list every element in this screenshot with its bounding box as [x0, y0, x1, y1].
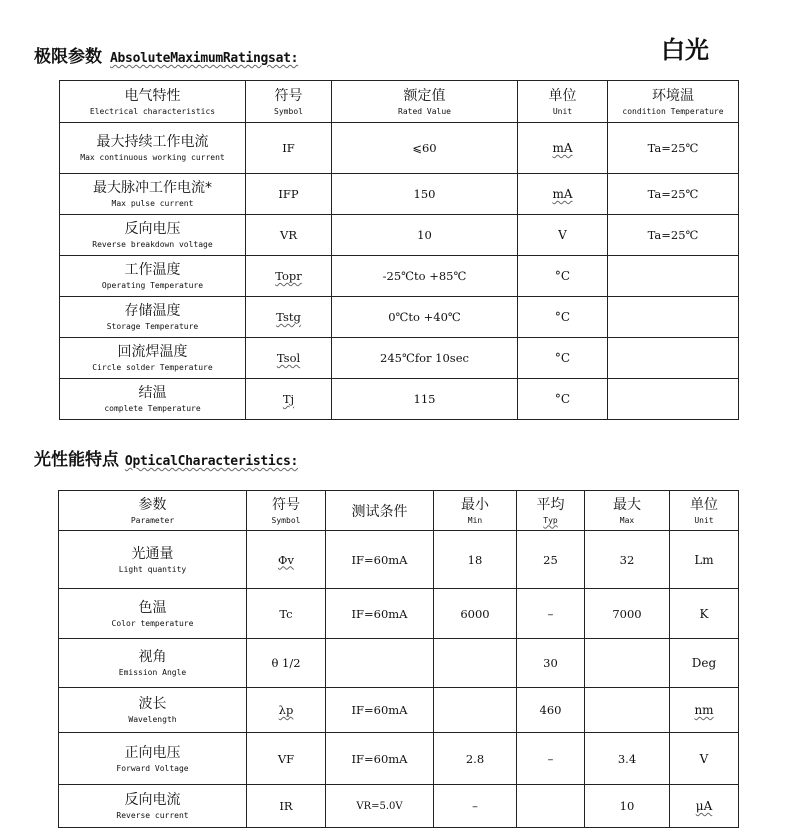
min-cell: 6000 — [434, 589, 517, 639]
param-cell: 最大脉冲工作电流* Max pulse current — [60, 174, 246, 215]
max-cell: 3.4 — [585, 733, 670, 785]
typ-cell: 30 — [517, 639, 585, 688]
value-cell: 150 — [332, 174, 518, 215]
min-cell: 18 — [434, 531, 517, 589]
condition-cell: Ta=25℃ — [608, 123, 739, 174]
condition-cell — [608, 297, 739, 338]
unit-cell: °C — [518, 338, 608, 379]
symbol-cell: VR — [246, 215, 332, 256]
param-cell: 反向电流 Reverse current — [59, 785, 247, 828]
unit-cell: mA — [518, 123, 608, 174]
typ-cell: – — [517, 733, 585, 785]
max-cell — [585, 688, 670, 733]
color-tag: 白光 — [661, 35, 709, 64]
symbol-cell: Topr — [246, 256, 332, 297]
table-row — [60, 338, 739, 379]
symbol-cell: Φv — [247, 531, 326, 589]
table-header-row — [59, 491, 739, 531]
condition-cell — [608, 379, 739, 420]
unit-cell: V — [670, 733, 739, 785]
section-title-optical — [34, 445, 298, 470]
header-cell: 符号 Symbol — [246, 81, 332, 123]
max-cell: 32 — [585, 531, 670, 589]
typ-cell — [517, 785, 585, 828]
typ-cell: – — [517, 589, 585, 639]
unit-cell: μA — [670, 785, 739, 828]
unit-cell: °C — [518, 256, 608, 297]
param-cell: 回流焊温度 Circle solder Temperature — [60, 338, 246, 379]
table-row — [60, 123, 739, 174]
value-cell: 0℃to +40℃ — [332, 297, 518, 338]
condition-cell: Ta=25℃ — [608, 174, 739, 215]
unit-cell: K — [670, 589, 739, 639]
symbol-cell: Tj — [246, 379, 332, 420]
condition-cell: IF=60mA — [326, 589, 434, 639]
absolute-max-ratings-table — [59, 80, 739, 420]
param-cell: 结温 complete Temperature — [60, 379, 246, 420]
condition-cell — [326, 639, 434, 688]
symbol-cell: Tc — [247, 589, 326, 639]
condition-cell — [608, 256, 739, 297]
param-cell: 工作温度 Operating Temperature — [60, 256, 246, 297]
table-row — [60, 174, 739, 215]
symbol-cell: IF — [246, 123, 332, 174]
table-row — [59, 589, 739, 639]
min-cell — [434, 688, 517, 733]
value-cell: -25℃to +85℃ — [332, 256, 518, 297]
header-cell: 最小 Min — [434, 491, 517, 531]
section-title-cn: 极限参数 — [34, 47, 102, 67]
table-row — [59, 785, 739, 828]
section-title-cn: 光性能特点 — [34, 450, 119, 470]
symbol-cell: VF — [247, 733, 326, 785]
typ-cell: 25 — [517, 531, 585, 589]
param-cell: 最大持续工作电流 Max continuous working current — [60, 123, 246, 174]
param-cell: 色温 Color temperature — [59, 589, 247, 639]
unit-cell: °C — [518, 297, 608, 338]
table-row — [60, 379, 739, 420]
section-title-absolute-max — [34, 42, 298, 67]
param-cell: 反向电压 Reverse breakdown voltage — [60, 215, 246, 256]
symbol-cell: Tsol — [246, 338, 332, 379]
param-cell: 波长 Wavelength — [59, 688, 247, 733]
table-row — [60, 256, 739, 297]
unit-cell: nm — [670, 688, 739, 733]
unit-cell: mA — [518, 174, 608, 215]
header-cell: 测试条件 — [326, 491, 434, 531]
param-cell: 视角 Emission Angle — [59, 639, 247, 688]
header-cell: 额定值 Rated Value — [332, 81, 518, 123]
symbol-cell: θ 1/2 — [247, 639, 326, 688]
symbol-cell: Tstg — [246, 297, 332, 338]
max-cell — [585, 639, 670, 688]
header-cell: 单位 Unit — [670, 491, 739, 531]
header-cell: 电气特性 Electrical characteristics — [60, 81, 246, 123]
symbol-cell: IR — [247, 785, 326, 828]
table-row — [60, 215, 739, 256]
table-row — [59, 639, 739, 688]
condition-cell: IF=60mA — [326, 688, 434, 733]
min-cell: – — [434, 785, 517, 828]
header-cell: 符号 Symbol — [247, 491, 326, 531]
unit-cell: V — [518, 215, 608, 256]
condition-cell: Ta=25℃ — [608, 215, 739, 256]
param-cell: 存储温度 Storage Temperature — [60, 297, 246, 338]
param-cell: 光通量 Light quantity — [59, 531, 247, 589]
value-cell: 10 — [332, 215, 518, 256]
condition-cell: IF=60mA — [326, 531, 434, 589]
section-title-en: AbsoluteMaximumRatingsat: — [110, 51, 299, 66]
table-header-row — [60, 81, 739, 123]
value-cell: 245℃for 10sec — [332, 338, 518, 379]
unit-cell: °C — [518, 379, 608, 420]
max-cell: 10 — [585, 785, 670, 828]
section-title-en: OpticalCharacteristics: — [124, 454, 299, 469]
optical-characteristics-table — [58, 490, 739, 828]
value-cell: 115 — [332, 379, 518, 420]
min-cell — [434, 639, 517, 688]
header-cell: 环境温 condition Temperature — [608, 81, 739, 123]
typ-cell: 460 — [517, 688, 585, 733]
header-cell: 单位 Unit — [518, 81, 608, 123]
table-row — [60, 297, 739, 338]
symbol-cell: IFP — [246, 174, 332, 215]
table-row — [59, 688, 739, 733]
min-cell: 2.8 — [434, 733, 517, 785]
param-cell: 正向电压 Forward Voltage — [59, 733, 247, 785]
table-row — [59, 531, 739, 589]
max-cell: 7000 — [585, 589, 670, 639]
table-row — [59, 733, 739, 785]
unit-cell: Deg — [670, 639, 739, 688]
unit-cell: Lm — [670, 531, 739, 589]
condition-cell: VR=5.0V — [326, 785, 434, 828]
condition-cell: IF=60mA — [326, 733, 434, 785]
header-cell: 参数 Parameter — [59, 491, 247, 531]
condition-cell — [608, 338, 739, 379]
header-cell: 平均 Typ — [517, 491, 585, 531]
header-cell: 最大 Max — [585, 491, 670, 531]
value-cell: ⩽60 — [332, 123, 518, 174]
symbol-cell: λp — [247, 688, 326, 733]
